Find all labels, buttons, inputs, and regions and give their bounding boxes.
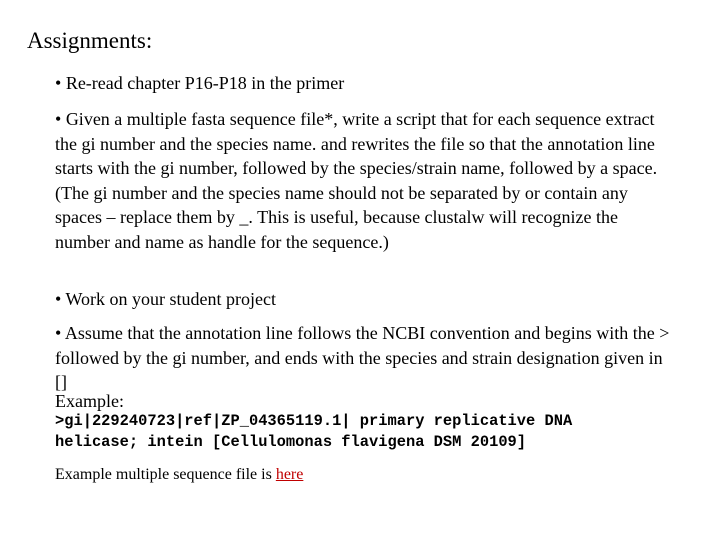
bullet-marker: • (55, 73, 62, 93)
example-file-text: Example multiple sequence file is (55, 466, 276, 483)
bullet-text: Given a multiple fasta sequence file*, write a script that for each sequence extract the gi number and the species name. and rewrites the file so that the annotation line starts with the gi number, followed by the species/strain name, followed by a space. (The gi number and the species name should not be separated by or contain any spaces – replace them by _. This is useful, because clustalw will recognize the number and name as handle for the sequence.) (55, 109, 658, 252)
list-item (55, 321, 675, 395)
bullet-marker: • (55, 289, 62, 309)
page-title: Assignments: (27, 28, 153, 53)
list-item (55, 287, 675, 312)
bullet-text: Assume that the annotation line follows the NCBI convention and begins with the > followed by the gi number, and ends with the species and strain designation given in [] (55, 323, 670, 392)
example-file-line (55, 465, 303, 485)
bullet-marker: • (55, 323, 62, 343)
code-line: >gi|229240723|ref|ZP_04365119.1| primary replicative DNA (55, 412, 573, 430)
example-label: Example: (55, 391, 124, 411)
code-line: helicase; intein [Cellulomonas flavigena DSM 20109] (55, 433, 527, 451)
bullet-text: Work on your student project (65, 289, 277, 309)
example-code-block (55, 411, 572, 453)
bullet-text: Re-read chapter P16-P18 in the primer (65, 73, 345, 93)
list-item (55, 71, 675, 96)
list-item (55, 107, 675, 254)
bullet-marker: • (55, 109, 62, 129)
example-file-link[interactable]: here (275, 466, 304, 483)
